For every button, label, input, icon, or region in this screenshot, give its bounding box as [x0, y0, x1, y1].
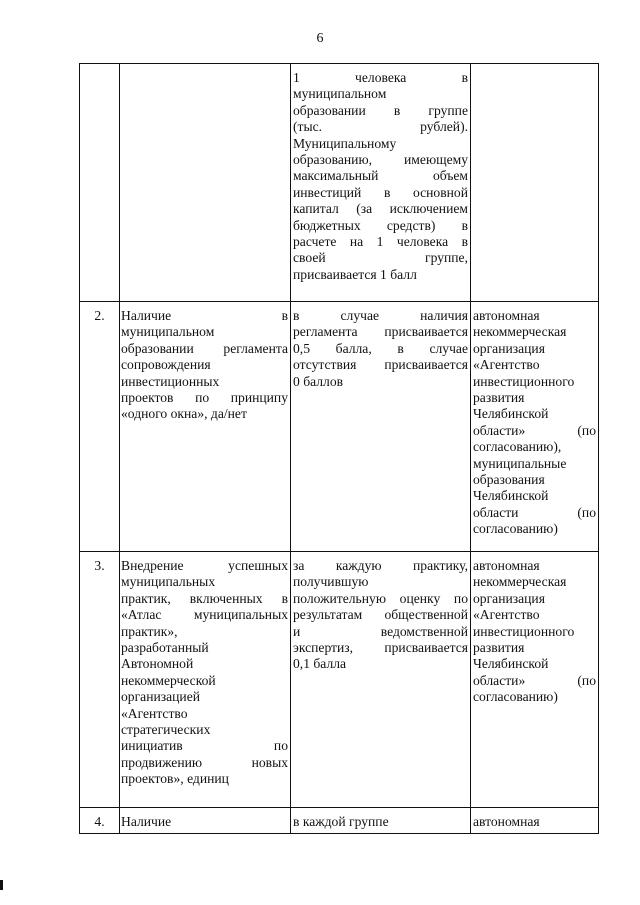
text-line: 0,1 балла [293, 656, 347, 672]
text-line: продвижению новых [121, 754, 288, 770]
table-row [80, 552, 599, 808]
text-line: в случае наличия [293, 308, 468, 323]
text-line: сопровождения [121, 357, 211, 373]
text-line: образования [473, 472, 545, 488]
text-line: и ведомственной [293, 623, 468, 639]
text-line: «Агентство [473, 607, 540, 623]
text-line: «Агентство [121, 705, 188, 721]
text-line: муниципальных [121, 574, 216, 590]
row-number [80, 64, 120, 302]
text-line: автономная [473, 558, 540, 573]
text-line: согласованию) [473, 689, 558, 705]
text-line: «Атлас муниципальных [121, 607, 288, 623]
text-line: муниципальные [473, 455, 567, 471]
text-line: Челябинской [473, 656, 549, 672]
indicator-cell [120, 64, 291, 302]
row-number: 4. [80, 808, 120, 834]
method-cell [291, 808, 471, 834]
text-line: области (по [473, 504, 596, 520]
text-line: развития [473, 640, 525, 656]
text-line: Наличие [121, 814, 172, 829]
text-line: образованию, имеющему [293, 152, 468, 168]
text-line: капитал (за исключением [293, 201, 468, 217]
table-row [80, 302, 599, 552]
text-line: Челябинской [473, 488, 549, 504]
text-line: результатам общественной [293, 607, 468, 623]
text-line: за каждую практику, [293, 558, 468, 573]
text-line: некоммерческой [121, 672, 216, 688]
text-line: расчете на 1 человека в [293, 234, 468, 250]
text-line: стратегических [121, 722, 211, 738]
text-line: муниципальном [121, 324, 215, 340]
responsible-cell [471, 302, 599, 552]
responsible-cell [471, 64, 599, 302]
text-line: Челябинской [473, 406, 549, 422]
text-line: организация [473, 340, 545, 356]
page-number: 6 [316, 31, 324, 46]
text-line: организацией [121, 689, 201, 705]
text-line: своей группе, [293, 250, 468, 266]
text-line: Наличие в [121, 308, 288, 323]
text-line: (тыс. рублей). [293, 119, 468, 135]
text-line: области» (по [473, 672, 596, 688]
text-line: образовании регламента [121, 340, 288, 356]
text-line: инвестиционного [473, 373, 575, 389]
text-line: некоммерческая [473, 324, 567, 340]
text-line: практик, включенных в [121, 590, 288, 606]
row-number: 2. [80, 302, 120, 552]
text-line: Муниципальному [293, 135, 397, 151]
text-line: практик», [121, 623, 178, 639]
text-line: положительную оценку по [293, 590, 468, 606]
method-cell [291, 302, 471, 552]
text-line: максимальный объем [293, 168, 468, 184]
text-line: проектов по принципу [121, 390, 288, 406]
text-line: Внедрение успешных [121, 558, 288, 573]
method-cell [291, 64, 471, 302]
text-line: бюджетных средств) в [293, 217, 468, 233]
text-line: некоммерческая [473, 574, 567, 590]
scan-edge-mark [0, 880, 3, 890]
text-line: проектов», единиц [121, 771, 229, 787]
table-row [80, 808, 599, 834]
indicator-cell [120, 808, 291, 834]
text-line: 0,5 балла, в случае [293, 340, 468, 356]
text-line: Автономной [121, 656, 194, 672]
text-line: автономная [473, 308, 540, 323]
text-line: «одного окна», да/нет [121, 406, 247, 422]
row-number: 3. [80, 552, 120, 808]
text-line: области» (по [473, 422, 596, 438]
text-line: отсутствия присваивается [293, 357, 468, 373]
responsible-cell [471, 552, 599, 808]
text-line: разработанный [121, 640, 209, 656]
indicator-cell [120, 302, 291, 552]
text-line: образовании в группе [293, 102, 468, 118]
text-line: инвестиционных [121, 373, 220, 389]
text-line: инициатив по [121, 738, 288, 754]
responsible-cell [471, 808, 599, 834]
text-line: регламента присваивается [293, 324, 468, 340]
text-line: развития [473, 390, 525, 406]
table-row [80, 64, 599, 302]
text-line: 0 баллов [293, 373, 344, 389]
text-line: 1 человека в [293, 70, 468, 85]
text-line: в каждой группе [293, 814, 389, 829]
text-line: муниципальном [293, 86, 387, 102]
method-cell [291, 552, 471, 808]
text-line: «Агентство [473, 357, 540, 373]
text-line: организация [473, 590, 545, 606]
text-line: получившую [293, 574, 369, 590]
text-line: согласованию) [473, 521, 558, 537]
text-line: автономная [473, 814, 540, 829]
criteria-table [79, 63, 599, 834]
text-line: присваивается 1 балл [293, 266, 417, 282]
text-line: экспертиз, присваивается [293, 640, 468, 656]
indicator-cell [120, 552, 291, 808]
text-line: инвестиционного [473, 623, 575, 639]
text-line: инвестиций в основной [293, 184, 468, 200]
text-line: согласованию), [473, 439, 562, 455]
